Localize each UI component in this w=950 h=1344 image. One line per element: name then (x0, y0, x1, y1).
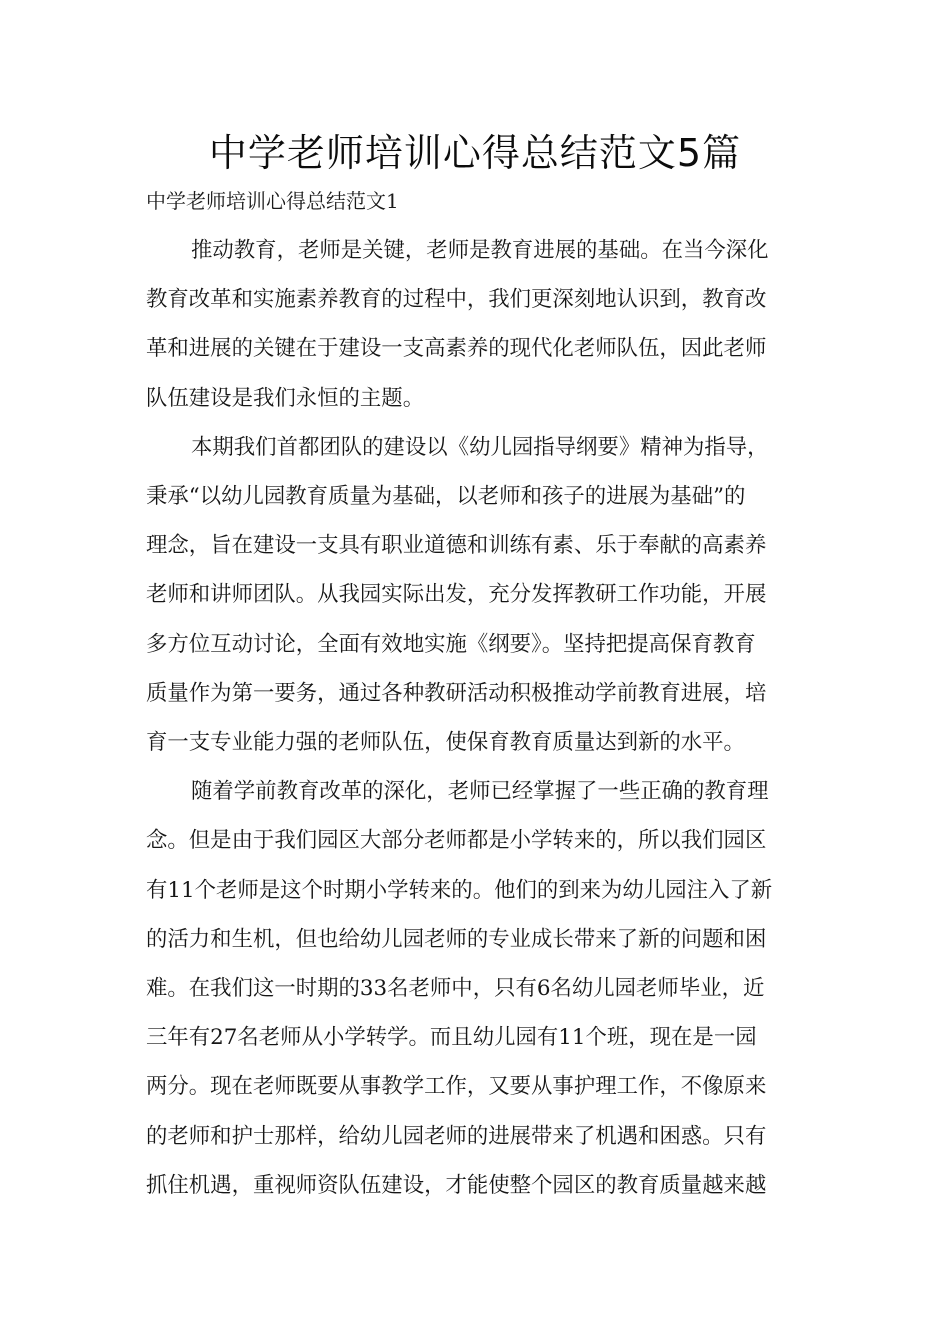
paragraph-3 (146, 767, 808, 1210)
paragraph-line: 随着学前教育改革的深化，老师已经掌握了一些正确的教育理 (191, 779, 769, 805)
paragraph-line: 老师和讲师团队。从我园实际出发，充分发挥教研工作功能，开展 (146, 582, 767, 608)
paragraph-2 (146, 423, 808, 767)
paragraph-line: 秉承“以幼儿园教育质量为基础，以老师和孩子的进展为基础”的 (146, 484, 746, 510)
paragraph-line: 多方位互动讨论，全面有效地实施《纲要》。坚持把提高保育教育 (146, 631, 756, 657)
paragraph-line: 本期我们首都团队的建设以《幼儿园指导纲要》精神为指导， (191, 434, 769, 460)
paragraph-line: 三年有27名老师从小学转学。而且幼儿园有11个班，现在是一园 (146, 1025, 757, 1051)
paragraph-line: 的活力和生机，但也给幼儿园老师的专业成长带来了新的问题和困 (146, 926, 767, 952)
paragraph-line: 质量作为第一要务，通过各种教研活动积极推动学前教育进展，培 (146, 680, 767, 706)
document-body (146, 226, 808, 1210)
paragraph-line: 推动教育，老师是关键，老师是教育进展的基础。在当今深化 (191, 238, 769, 263)
paragraph-line: 难。在我们这一时期的33名老师中，只有6名幼儿园老师毕业，近 (146, 976, 765, 1002)
paragraph-1 (146, 226, 808, 423)
paragraph-line: 念。但是由于我们园区大部分老师都是小学转来的，所以我们园区 (146, 828, 767, 854)
paragraph-line: 育一支专业能力强的老师队伍，使保育教育质量达到新的水平。 (146, 730, 745, 756)
paragraph-line: 的老师和护士那样，给幼儿园老师的进展带来了机遇和困惑。只有 (146, 1123, 767, 1149)
paragraph-line: 队伍建设是我们永恒的主题。 (146, 385, 425, 411)
paragraph-line: 有11个老师是这个时期小学转来的。他们的到来为幼儿园注入了新 (146, 877, 773, 903)
paragraph-line: 革和进展的关键在于建设一支高素养的现代化老师队伍，因此老师 (146, 336, 767, 362)
paragraph-line: 两分。现在老师既要从事教学工作，又要从事护理工作，不像原来 (146, 1074, 767, 1100)
paragraph-line: 理念，旨在建设一支具有职业道德和训练有素、乐于奉献的高素养 (146, 533, 767, 559)
paragraph-line: 教育改革和实施素养教育的过程中，我们更深刻地认识到，教育改 (146, 287, 767, 313)
paragraph-line: 抓住机遇，重视师资队伍建设，才能使整个园区的教育质量越来越 (146, 1172, 767, 1198)
document-title: 中学老师培训心得总结范文5篇 (208, 131, 742, 175)
section-heading: 中学老师培训心得总结范文1 (146, 189, 399, 213)
